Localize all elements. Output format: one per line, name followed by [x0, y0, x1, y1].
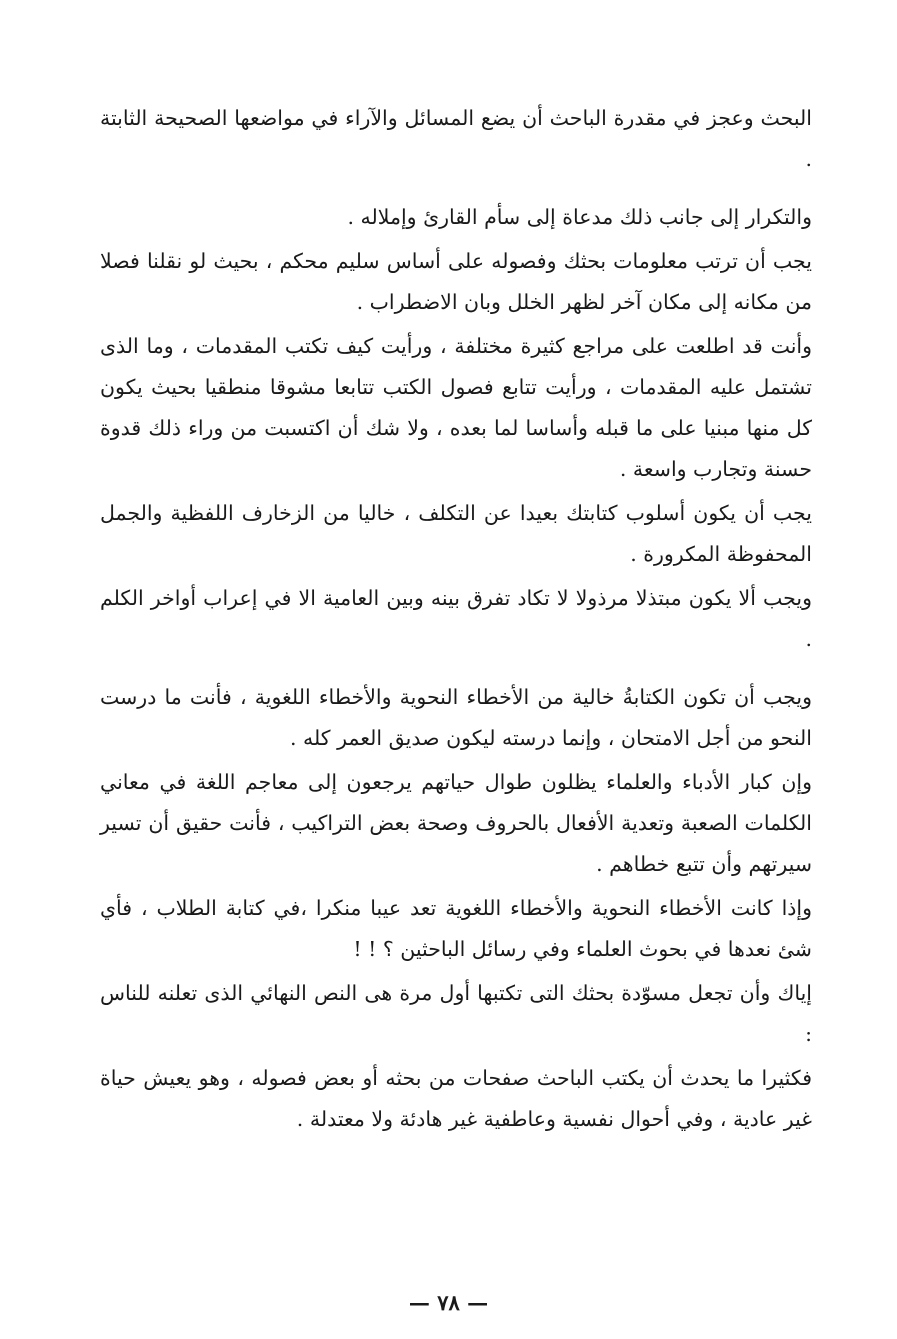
paragraph: وإذا كانت الأخطاء النحوية والأخطاء اللغوية تعد عيبا منكرا ،في كتابة الطلاب ، فأي شئ نعدها في بحوث العلماء وفي رسائل الباحثين ؟ ! !: [100, 896, 812, 961]
paragraph: ويجب ألا يكون مبتذلا مرذولا لا تكاد تفرق بينه وبين العامية الا في إعراب أواخر الكلم .: [100, 586, 812, 651]
paragraph: البحث وعجز في مقدرة الباحث أن يضع المسائل والآراء في مواضعها الصحيحة الثابتة .: [100, 106, 812, 171]
paragraph: يجب أن يكون أسلوب كتابتك بعيدا عن التكلف ، خاليا من الزخارف اللفظية والجمل المحفوظة المكرورة .: [100, 501, 812, 566]
paragraph: وإن كبار الأدباء والعلماء يظلون طوال حياتهم يرجعون إلى معاجم اللغة في معاني الكلمات الصعبة وتعدية الأفعال بالحروف وصحة بعض التراكيب ، فأنت حقيق أن تسير سيرتهم وأن تتبع خطاهم .: [100, 770, 812, 876]
paragraph: فكثيرا ما يحدث أن يكتب الباحث صفحات من بحثه أو بعض فصوله ، وهو يعيش حياة غير عادية ، وفي أحوال نفسية وعاطفية غير هادئة ولا معتدلة .: [100, 1066, 812, 1131]
paragraph: والتكرار إلى جانب ذلك مدعاة إلى سأم القارئ وإملاله .: [347, 205, 812, 229]
page-body: [100, 98, 812, 1140]
paragraph: إياك وأن تجعل مسوّدة بحثك التى تكتبها أول مرة هى النص النهائي الذى تعلنه للناس :: [100, 981, 812, 1046]
paragraph: وأنت قد اطلعت على مراجع كثيرة مختلفة ، ورأيت كيف تكتب المقدمات ، وما الذى تشتمل عليه المقدمات ، ورأيت تتابع فصول الكتب تتابعا مشوقا منطقيا بحيث يكون كل منها مبنيا على ما قبله وأساسا لما بعده ، ولا شك أن اكتسبت من وراء ذلك قدوة حسنة وتجارب واسعة .: [100, 334, 812, 481]
paragraph: ويجب أن تكون الكتابةُ خالية من الأخطاء النحوية والأخطاء اللغوية ، فأنت ما درست النحو من أجل الامتحان ، وإنما درسته ليكون صديق العمر كله .: [100, 685, 812, 750]
paragraph: يجب أن ترتب معلومات بحثك وفصوله على أساس سليم محكم ، بحيث لو نقلنا فصلا من مكانه إلى مكان آخر لظهر الخلل وبان الاضطراب .: [100, 249, 812, 314]
page-number: — ٧٨ —: [408, 1290, 489, 1315]
